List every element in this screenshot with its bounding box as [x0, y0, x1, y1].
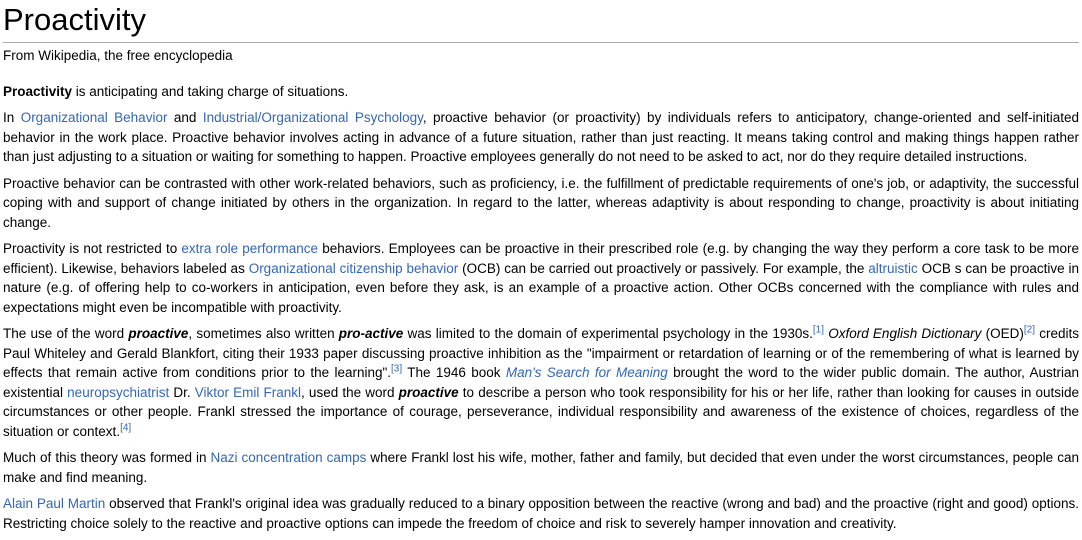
wiki-link[interactable]: Viktor Emil Frankl [194, 384, 302, 400]
reference-link[interactable]: [3] [391, 363, 403, 375]
reference-superscript [1024, 325, 1035, 336]
text-run: was limited to the domain of experimental psychology in the 1930s. [403, 326, 813, 342]
reference-superscript [391, 364, 402, 375]
wiki-link[interactable]: altruistic [868, 260, 918, 276]
text-run: Dr. [169, 384, 195, 400]
text-run-i: Oxford English Dictionary [828, 326, 982, 342]
text-run: In [3, 110, 21, 126]
text-run: brought the word to the wider public domain. The author, Austrian existential [3, 365, 1080, 400]
text-run-bi: proactive [398, 384, 459, 400]
paragraph [3, 82, 1079, 102]
text-run: Much of this theory was formed in [3, 450, 211, 466]
wiki-link[interactable]: Organizational Behavior [20, 110, 168, 126]
text-run: behaviors. Employees can be proactive in their prescribed role (e.g. by changing the way they perform a core task to be more efficient). Likewise, behaviors labeled as [3, 241, 1080, 276]
reference-link[interactable]: [2] [1023, 324, 1036, 336]
wiki-link[interactable]: Nazi concentration camps [210, 450, 367, 466]
text-run: Proactive behavior can be contrasted with other work-related behaviors, such as proficiency, i.e. the fulfillment of predictable requirements of one's job, or adaptivity, the successful coping with and support of change initiated by others in the organization. In regard to the latter, whereas adaptivity is about responding to change, proactivity is about initiating change. [3, 175, 1079, 230]
paragraph [3, 448, 1079, 487]
text-run: , sometimes also written [188, 326, 339, 342]
text-run: and [167, 110, 203, 126]
page-title: Proactivity [3, 0, 1079, 43]
wiki-link[interactable]: Industrial/Organizational Psychology [202, 110, 423, 126]
text-run: The use of the word [3, 326, 129, 342]
wiki-link[interactable]: Alain Paul Martin [3, 496, 106, 512]
wiki-link[interactable]: Man's Search for Meaning [505, 365, 668, 381]
reference-superscript [120, 422, 131, 433]
page-subtitle: From Wikipedia, the free encyclopedia [3, 47, 233, 63]
text-run: OCB s can be proactive in nature (e.g. of offering help to co-workers in anticipation, even before they ask, is an example of a proactive action. Other OCBs concerned with the compliance with rules and expectations might even be incompatible with proactivity. [3, 260, 1080, 315]
text-run: , used the word [301, 384, 399, 400]
reference-link[interactable]: [4] [120, 422, 132, 434]
text-run: Proactivity is not restricted to [3, 241, 182, 257]
text-run-b: Proactivity [3, 83, 73, 99]
wiki-link[interactable]: Organizational citizenship behavior [248, 260, 459, 276]
paragraph [3, 108, 1079, 167]
wiki-link[interactable]: extra role performance [181, 241, 319, 257]
text-run: is anticipating and taking charge of situations. [72, 83, 349, 99]
reference-link[interactable]: [1] [812, 324, 824, 336]
text-run-bi: proactive [128, 326, 189, 342]
paragraph [3, 494, 1079, 533]
text-run: where Frankl lost his wife, mother, father and family, but decided that even under the worst circumstances, people can make and find meaning. [3, 450, 1079, 485]
text-run: observed that Frankl's original idea was gradually reduced to a binary opposition between the reactive (wrong and bad) and the proactive (right and good) options. Restricting choice solely to the reactive and proactive options can impede the freedom of choice and risk to severely hamper innovation and creativity. [3, 496, 1079, 531]
reference-superscript [813, 325, 824, 336]
paragraph [3, 324, 1079, 441]
text-run: (OED) [981, 326, 1024, 342]
text-run: to describe a person who took responsibility for his or her life, rather than looking for causes in outside circumstances or other people. Frankl stressed the importance of courage, perseverance, individual responsibility and awareness of the existence of choices, regardless of the situation or context. [3, 384, 1079, 439]
paragraph [3, 174, 1079, 233]
text-run: (OCB) can be carried out proactively or passively. For example, the [458, 260, 869, 276]
text-run: The 1946 book [402, 365, 506, 381]
text-run: , proactive behavior (or proactivity) by individuals refers to anticipatory, change-oriented and self-initiated behavior in the work place. Proactive behavior involves acting in advance of a future situation, rather than just reacting. It means taking control and making things happen rather than just adjusting to a situation or waiting for something to happen. Proactive employees generally do not need to be asked to act, nor do they require detailed instructions. [3, 110, 1079, 165]
wiki-link[interactable]: neuropsychiatrist [67, 384, 170, 400]
paragraph [3, 239, 1079, 317]
text-run-bi: pro-active [338, 326, 404, 342]
article-body [3, 82, 1079, 534]
text-run: credits Paul Whiteley and Gerald Blankfort, citing their 1933 paper discussing proactive inhibition as the "impairment or retardation of learning or of the remembering of what is learned by effects that remain active from conditions prior to the learning". [3, 326, 1080, 381]
